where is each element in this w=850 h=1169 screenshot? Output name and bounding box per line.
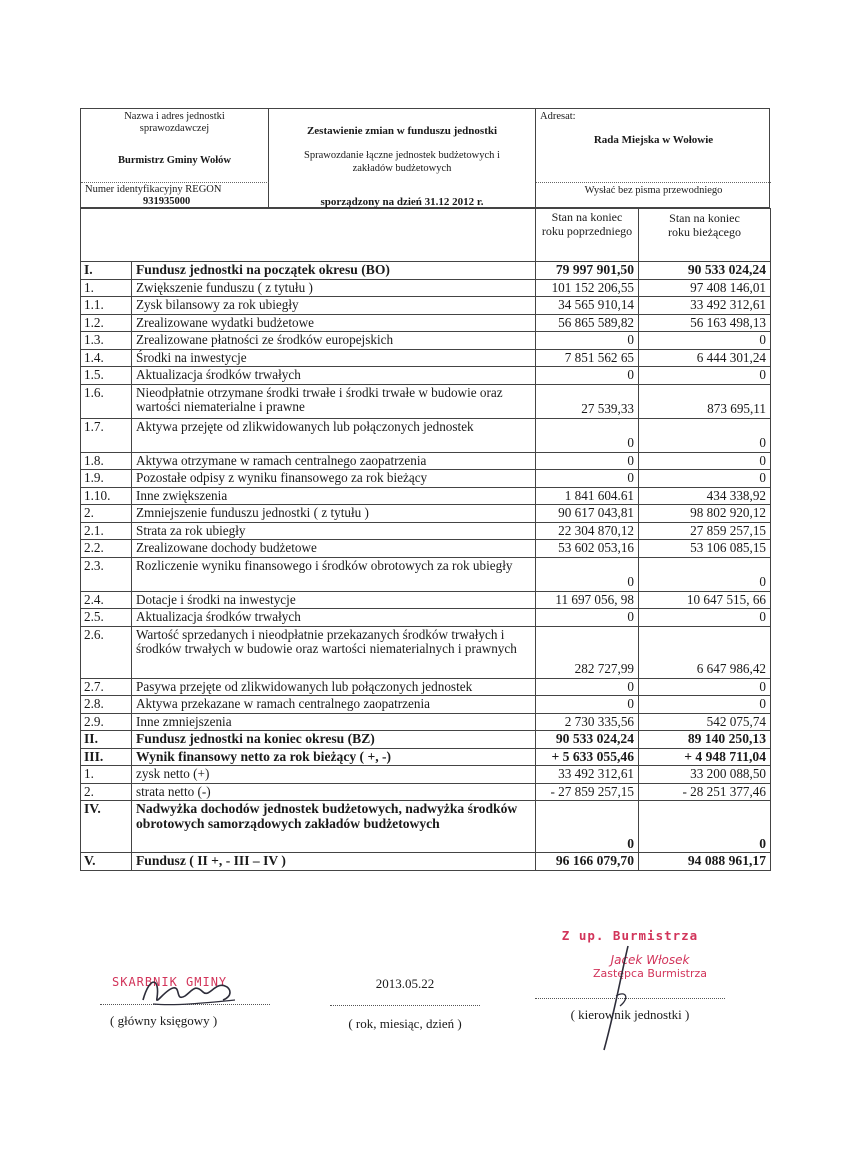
regon-number: 931935000 <box>143 196 191 207</box>
row-number: V. <box>81 853 132 871</box>
table-row <box>81 452 771 470</box>
value-current-year: 0 <box>639 801 771 853</box>
value-current-year: 0 <box>639 678 771 696</box>
row-label: Pozostałe odpisy z wyniku finansowego za rok bieżący <box>132 470 536 488</box>
row-number: 2.3. <box>81 557 132 591</box>
row-label: Zmniejszenie funduszu jednostki ( z tytułu ) <box>132 505 536 523</box>
report-date-value: 2013.05.22 <box>375 976 435 991</box>
table-row <box>81 557 771 591</box>
value-prev-year: 1 841 604.61 <box>536 487 639 505</box>
value-prev-year: 101 152 206,55 <box>536 279 639 297</box>
value-prev-year: 0 <box>536 801 639 853</box>
value-current-year: + 4 948 711,04 <box>639 748 771 766</box>
value-current-year: 0 <box>639 332 771 350</box>
value-prev-year: 0 <box>536 332 639 350</box>
row-number: 2.7. <box>81 678 132 696</box>
value-current-year: 90 533 024,24 <box>639 262 771 280</box>
row-number: 1.5. <box>81 367 132 385</box>
addressee-name: Rada Miejska w Wołowie <box>593 134 714 146</box>
value-prev-year: 33 492 312,61 <box>536 766 639 784</box>
value-prev-year: - 27 859 257,15 <box>536 783 639 801</box>
value-current-year: 27 859 257,15 <box>639 522 771 540</box>
row-label: Fundusz jednostki na początek okresu (BO) <box>132 262 536 280</box>
table-row <box>81 367 771 385</box>
value-current-year: 10 647 515, 66 <box>639 591 771 609</box>
addressee-label: Adresat: <box>540 111 576 122</box>
value-current-year: 873 695,11 <box>639 384 771 418</box>
row-label: Strata za rok ubiegły <box>132 522 536 540</box>
value-prev-year: 7 851 562 65 <box>536 349 639 367</box>
table-row <box>81 505 771 523</box>
table-row <box>81 609 771 627</box>
row-number: 1. <box>81 279 132 297</box>
date-signature <box>330 976 480 1032</box>
row-label: Środki na inwestycje <box>132 349 536 367</box>
value-prev-year: 22 304 870,12 <box>536 522 639 540</box>
row-label: Aktywa otrzymane w ramach centralnego zaopatrzenia <box>132 452 536 470</box>
row-label: Fundusz jednostki na koniec okresu (BZ) <box>132 731 536 749</box>
row-label: Wynik finansowy netto za rok bieżący ( +, -) <box>132 748 536 766</box>
row-label: strata netto (-) <box>132 783 536 801</box>
value-current-year: 94 088 961,17 <box>639 853 771 871</box>
row-number: 2.8. <box>81 696 132 714</box>
row-number: 2.9. <box>81 713 132 731</box>
send-note: Wysłać bez pisma przewodniego <box>536 182 771 209</box>
table-row <box>81 626 771 678</box>
date-caption: ( rok, miesiąc, dzień ) <box>348 1016 462 1031</box>
value-current-year: 434 338,92 <box>639 487 771 505</box>
row-number: 1.2. <box>81 314 132 332</box>
table-row <box>81 766 771 784</box>
report-subtitle: Sprawozdanie łączne jednostek budżetowych i zakładów budżetowych <box>304 150 500 174</box>
value-prev-year: 0 <box>536 557 639 591</box>
row-label: Dotacje i środki na inwestycje <box>132 591 536 609</box>
table-row <box>81 540 771 558</box>
table-row <box>81 678 771 696</box>
row-number: 1.7. <box>81 418 132 452</box>
row-label: zysk netto (+) <box>132 766 536 784</box>
row-label: Rozliczenie wyniku finansowego i środków obrotowych za rok ubiegły <box>132 557 536 591</box>
value-current-year: 97 408 146,01 <box>639 279 771 297</box>
row-label: Nieodpłatnie otrzymane środki trwałe i środki trwałe w budowie oraz wartości niematerialne i prawne <box>132 384 536 418</box>
table-row <box>81 783 771 801</box>
row-number: II. <box>81 731 132 749</box>
table-row <box>81 591 771 609</box>
value-current-year: 0 <box>639 367 771 385</box>
report-header <box>80 108 770 208</box>
value-prev-year: 2 730 335,56 <box>536 713 639 731</box>
value-prev-year: 96 166 079,70 <box>536 853 639 871</box>
value-current-year: 0 <box>639 557 771 591</box>
value-current-year: 53 106 085,15 <box>639 540 771 558</box>
value-prev-year: 0 <box>536 609 639 627</box>
table-row <box>81 332 771 350</box>
table-row <box>81 748 771 766</box>
table-body <box>81 209 771 871</box>
value-current-year: - 28 251 377,46 <box>639 783 771 801</box>
unit-cell <box>81 109 269 182</box>
accountant-caption: ( główny księgowy ) <box>110 1013 218 1028</box>
row-label: Zrealizowane wydatki budżetowe <box>132 314 536 332</box>
table-row <box>81 384 771 418</box>
row-number: 1.3. <box>81 332 132 350</box>
date-dotted-line <box>330 1004 480 1006</box>
row-number: 1.9. <box>81 470 132 488</box>
row-label: Inne zmniejszenia <box>132 713 536 731</box>
manager-caption: ( kierownik jednostki ) <box>570 1007 690 1022</box>
addressee-cell <box>536 109 771 182</box>
row-number: 1.8. <box>81 452 132 470</box>
row-label: Aktualizacja środków trwałych <box>132 609 536 627</box>
regon-cell <box>81 182 269 209</box>
row-number: 2.5. <box>81 609 132 627</box>
value-current-year: 33 200 088,50 <box>639 766 771 784</box>
table-row <box>81 262 771 280</box>
value-current-year: 33 492 312,61 <box>639 297 771 315</box>
row-number: 1. <box>81 766 132 784</box>
value-current-year: 6 444 301,24 <box>639 349 771 367</box>
table-row <box>81 349 771 367</box>
value-prev-year: 27 539,33 <box>536 384 639 418</box>
table-row <box>81 731 771 749</box>
value-current-year: 98 802 920,12 <box>639 505 771 523</box>
value-current-year: 0 <box>639 452 771 470</box>
value-current-year: 0 <box>639 470 771 488</box>
row-number: 2.6. <box>81 626 132 678</box>
table-row <box>81 297 771 315</box>
row-number: 2. <box>81 505 132 523</box>
row-number: 1.1. <box>81 297 132 315</box>
report-title: Zestawienie zmian w funduszu jednostki <box>306 125 498 137</box>
row-label: Aktywa przekazane w ramach centralnego zaopatrzenia <box>132 696 536 714</box>
column-header-row <box>81 209 771 262</box>
table-row <box>81 279 771 297</box>
row-number: 2.2. <box>81 540 132 558</box>
value-prev-year: 0 <box>536 678 639 696</box>
header-spacer <box>81 209 536 262</box>
column-header-prev: Stan na koniec roku poprzedniego <box>536 209 639 262</box>
table-row <box>81 713 771 731</box>
manager-signature-scribble <box>590 940 640 1055</box>
value-prev-year: 0 <box>536 452 639 470</box>
value-current-year: 0 <box>639 418 771 452</box>
value-current-year: 542 075,74 <box>639 713 771 731</box>
value-current-year: 56 163 498,13 <box>639 314 771 332</box>
row-label: Zysk bilansowy za rok ubiegły <box>132 297 536 315</box>
accountant-stamp: SKARBNIK GMINY <box>112 975 228 989</box>
table-row <box>81 470 771 488</box>
value-prev-year: 53 602 053,16 <box>536 540 639 558</box>
row-label: Zwiększenie funduszu ( z tytułu ) <box>132 279 536 297</box>
value-prev-year: 0 <box>536 418 639 452</box>
row-number: 1.6. <box>81 384 132 418</box>
value-prev-year: + 5 633 055,46 <box>536 748 639 766</box>
row-number: 1.10. <box>81 487 132 505</box>
row-label: Aktualizacja środków trwałych <box>132 367 536 385</box>
table-row <box>81 487 771 505</box>
manager-stamp-line3: Zastępca Burmistrza <box>592 967 708 980</box>
row-label: Fundusz ( II +, - III – IV ) <box>132 853 536 871</box>
row-label: Aktywa przejęte od zlikwidowanych lub połączonych jednostek <box>132 418 536 452</box>
value-current-year: 0 <box>639 609 771 627</box>
row-label: Wartość sprzedanych i nieodpłatnie przekazanych środków trwałych i środków trwałych w budowie oraz wartości niematerialnych i prawnych <box>132 626 536 678</box>
unit-label: Nazwa i adres jednostki sprawozdawczej <box>124 111 225 134</box>
fund-changes-table <box>80 208 771 871</box>
value-prev-year: 0 <box>536 696 639 714</box>
value-prev-year: 90 533 024,24 <box>536 731 639 749</box>
table-row <box>81 314 771 332</box>
manager-stamp-line2: Jacek Włosek <box>610 953 690 967</box>
value-prev-year: 56 865 589,82 <box>536 314 639 332</box>
row-label: Inne zwiększenia <box>132 487 536 505</box>
row-label: Zrealizowane dochody budżetowe <box>132 540 536 558</box>
row-label: Nadwyżka dochodów jednostek budżetowych, nadwyżka środków obrotowych samorządowych zakładów budżetowych <box>132 801 536 853</box>
manager-stamp-line1: Z up. Burmistrza <box>561 928 699 943</box>
table-row <box>81 801 771 853</box>
row-label: Zrealizowane płatności ze środków europejskich <box>132 332 536 350</box>
value-prev-year: 79 997 901,50 <box>536 262 639 280</box>
table-row <box>81 418 771 452</box>
row-number: I. <box>81 262 132 280</box>
table-row <box>81 696 771 714</box>
row-number: III. <box>81 748 132 766</box>
value-prev-year: 282 727,99 <box>536 626 639 678</box>
value-prev-year: 0 <box>536 367 639 385</box>
row-number: 2. <box>81 783 132 801</box>
row-number: 1.4. <box>81 349 132 367</box>
unit-name: Burmistrz Gminy Wołów <box>118 155 231 166</box>
value-prev-year: 34 565 910,14 <box>536 297 639 315</box>
value-prev-year: 0 <box>536 470 639 488</box>
regon-label: Numer identyfikacyjny REGON <box>85 184 222 195</box>
report-date: sporządzony na dzień 31.12 2012 r. <box>320 196 484 208</box>
value-current-year: 89 140 250,13 <box>639 731 771 749</box>
value-prev-year: 11 697 056, 98 <box>536 591 639 609</box>
row-number: 2.4. <box>81 591 132 609</box>
row-number: IV. <box>81 801 132 853</box>
value-prev-year: 90 617 043,81 <box>536 505 639 523</box>
column-header-curr: Stan na koniec roku bieżącego <box>639 209 771 262</box>
value-current-year: 0 <box>639 696 771 714</box>
table-row <box>81 853 771 871</box>
table-row <box>81 522 771 540</box>
value-current-year: 6 647 986,42 <box>639 626 771 678</box>
accountant-signature-scribble <box>135 970 240 1012</box>
title-cell <box>269 109 536 209</box>
row-number: 2.1. <box>81 522 132 540</box>
row-label: Pasywa przejęte od zlikwidowanych lub połączonych jednostek <box>132 678 536 696</box>
